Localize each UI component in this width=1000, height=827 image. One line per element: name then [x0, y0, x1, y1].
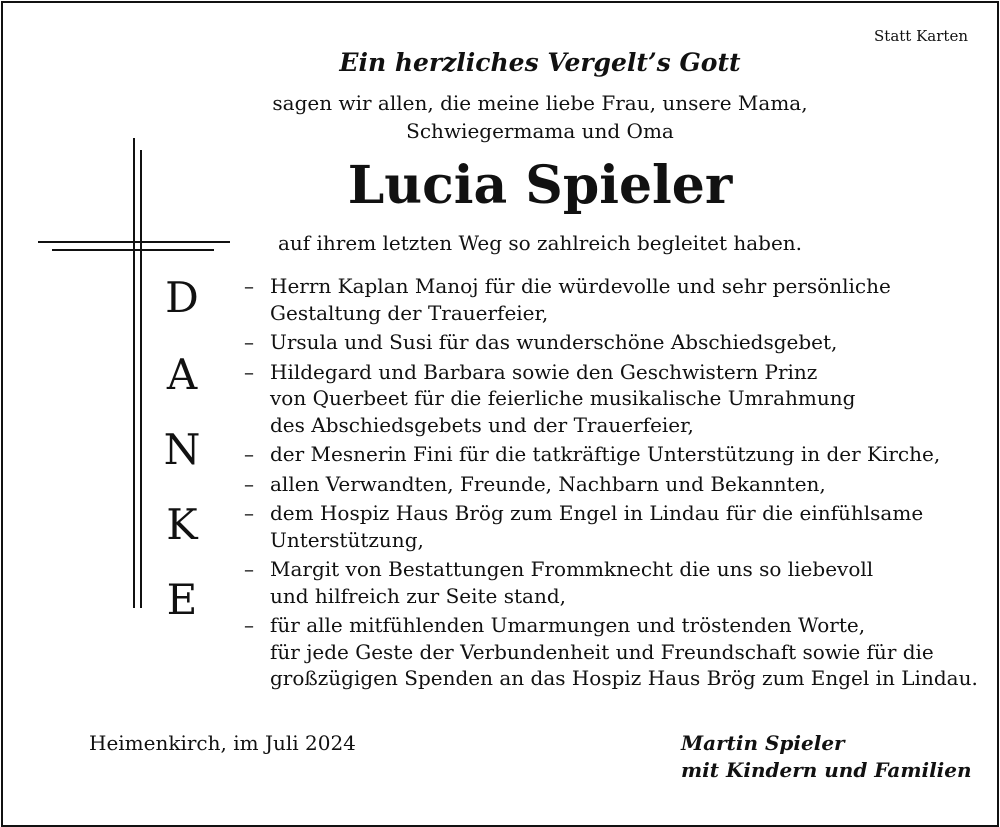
danke-letter-d: D: [165, 273, 199, 322]
thanks-item-line: Gestaltung der Trauerfeier,: [270, 300, 549, 325]
thanks-item: [244, 359, 978, 439]
thanks-item: [244, 329, 978, 356]
dash-bullet: –: [244, 274, 254, 298]
thanks-item: [244, 612, 978, 692]
dash-bullet: –: [244, 330, 254, 354]
signature-family: mit Kindern und Familien: [681, 758, 972, 782]
thanks-item-line: Hildegard und Barbara sowie den Geschwistern Prinz: [270, 359, 818, 384]
danke-letter-n: N: [163, 425, 201, 474]
thanks-item-line: des Abschiedsgebets und der Trauerfeier,: [270, 412, 694, 437]
dash-bullet: –: [244, 613, 254, 637]
thanks-item-line: der Mesnerin Fini für die tatkräftige Unterstützung in der Kirche,: [270, 442, 941, 466]
thanks-item-line: von Querbeet für die feierliche musikalische Umrahmung: [270, 386, 856, 410]
thanks-list: [244, 273, 978, 695]
place-date: Heimenkirch, im Juli 2024: [89, 731, 356, 755]
cross-icon-vertical-inner: [140, 150, 142, 608]
cross-icon-horizontal-inner: [52, 249, 214, 251]
thanks-item: [244, 441, 978, 468]
danke-letter-a: A: [166, 350, 198, 399]
dash-bullet: –: [244, 471, 254, 496]
dash-bullet: –: [244, 557, 254, 581]
intro-line-2: Schwiegermama und Oma: [406, 119, 674, 143]
thanks-item-line: Unterstützung,: [270, 527, 424, 552]
thanks-item: [244, 471, 978, 498]
thanks-item-line: und hilfreich zur Seite stand,: [270, 583, 566, 608]
thanks-item-line: für alle mitfühlenden Umarmungen und tröstenden Worte,: [270, 613, 866, 637]
thanks-item-line: Ursula und Susi für das wunderschöne Abschiedsgebet,: [270, 330, 838, 354]
statt-karten-note: Statt Karten: [874, 27, 968, 45]
thanks-item-line: großzügigen Spenden an das Hospiz Haus Brög zum Engel in Lindau.: [270, 666, 978, 690]
thanks-item: [244, 273, 978, 326]
thanks-item-line: Herrn Kaplan Manoj für die würdevolle und sehr persönliche: [270, 274, 891, 298]
dash-bullet: –: [244, 359, 254, 384]
thanks-item-line: allen Verwandten, Freunde, Nachbarn und Bekannten,: [270, 471, 826, 496]
thanks-item: [244, 556, 978, 609]
thanks-item-line: für jede Geste der Verbundenheit und Freundschaft sowie für die: [270, 639, 934, 664]
thanks-item: [244, 500, 978, 553]
deceased-name: Lucia Spieler: [347, 155, 733, 216]
thanks-item-line: dem Hospiz Haus Brög zum Engel in Lindau für die einfühlsame: [270, 501, 924, 525]
intro-line-3: auf ihrem letzten Weg so zahlreich begleitet haben.: [277, 231, 803, 255]
intro-line-1: sagen wir allen, die meine liebe Frau, unsere Mama,: [272, 91, 808, 115]
cross-icon-horizontal-outer: [38, 241, 230, 243]
dash-bullet: –: [244, 501, 254, 525]
danke-letter-e: E: [166, 575, 198, 624]
dash-bullet: –: [244, 442, 254, 466]
danke-letter-k: K: [166, 500, 198, 549]
signature-name: Martin Spieler: [681, 731, 845, 755]
headline: Ein herzliches Vergelt’s Gott: [339, 48, 741, 77]
cross-icon-vertical-outer: [133, 138, 135, 608]
thanks-item-line: Margit von Bestattungen Frommknecht die uns so liebevoll: [270, 557, 874, 581]
